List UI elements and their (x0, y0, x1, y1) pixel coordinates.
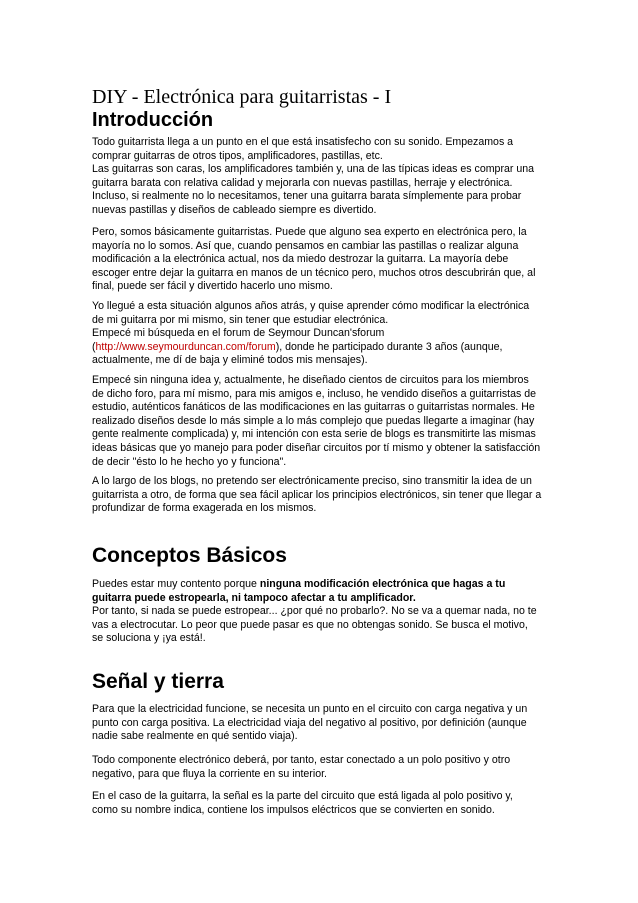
text-line: actualmente, me dí de baja y eliminé todos mis mensajes). (92, 354, 368, 367)
text-line: de mi guitarra por mi mismo, sin tener que estudiar electrónica. (92, 313, 389, 326)
text-line: Las guitarras son caras, los amplificadores también y, una de las típicas ideas es comprar una (92, 163, 535, 176)
paragraph (92, 475, 550, 516)
text-line: Pero, somos básicamente guitarristas. Puede que alguno sea experto en electrónica pero, la (92, 226, 527, 238)
text-line: Empecé mi búsqueda en el forum de Seymour Duncan'sforum (92, 327, 385, 340)
text-line: final, puede ser fácil y divertido hacerlo uno mismo. (92, 280, 333, 293)
paragraph (92, 374, 550, 469)
heading-conceptos-basicos: Conceptos Básicos (92, 544, 287, 567)
heading-senal-y-tierra: Señal y tierra (92, 670, 224, 693)
text-line: como su nombre indica, contiene los impulsos eléctricos que se convierten en sonido. (92, 803, 495, 816)
text-span: ( (92, 340, 96, 353)
text-span: ), donde he participado durante 3 años (aunque, (275, 340, 503, 353)
text-line: realizado diseños desde lo más simple a lo más complejo que puedas llegarte a imaginar (hay (92, 414, 535, 427)
text-line (92, 341, 550, 355)
paragraph (92, 300, 550, 368)
text-line: Empecé sin ninguna idea y, actualmente, he diseñado cientos de circuitos para los miembros (92, 374, 529, 386)
text-line: escoger entre dejar la guitarra en manos de un técnico pero, muchos otros descubrirán que, al (92, 266, 536, 279)
text-line: A lo largo de los blogs, no pretendo ser electrónicamente preciso, sino transmitir la idea de un (92, 475, 532, 487)
text-line: Incluso, si realmente no lo necesitamos, tener una guitarra barata símplemente para probar (92, 190, 522, 203)
text-line: guitarrista a otro, de forma que sea fácil aplicar los principios electrónicos, sin tener que llegar a (92, 488, 542, 501)
text-line: nuevas pastillas y diseños de cableado siempre es divertido. (92, 203, 377, 216)
text-line: Todo componente electrónico deberá, por tanto, estar conectado a un polo positivo y otro (92, 754, 511, 766)
text-line: ideas básicas que yo manejo para poder diseñar circuitos por tí mismo y obtener la satisfacción (92, 441, 541, 454)
text-line: Para que la electricidad funcione, se necesita un punto en el circuito con carga negativa y un (92, 703, 528, 715)
paragraph (92, 754, 550, 781)
text-line: de decir "ésto lo he hecho yo y funciona". (92, 455, 287, 468)
heading-introduccion: Introducción (92, 109, 214, 131)
text-line: estudio, auténticos fanáticos de las modificaciones en las guitarras o guitarristas normales. He (92, 401, 535, 414)
text-line (92, 578, 550, 592)
text-line: Yo llegué a esta situación algunos años atrás, y quise aprender cómo modificar la electrónica (92, 300, 530, 312)
text-line (92, 592, 550, 606)
document-title: DIY - Electrónica para guitarristas - I (92, 86, 392, 108)
text-line: negativo, para que fluya la corriente en su interior. (92, 767, 327, 780)
bold-text: ninguna modificación electrónica que hagas a tu (259, 578, 506, 590)
text-line: En el caso de la guitarra, la señal es la parte del circuito que está ligada al polo positivo y, (92, 790, 513, 802)
text-line: de dicho foro, para mí mismo, para mis amigos e, incluso, he vendido diseños a guitarristas de (92, 387, 536, 400)
paragraph (92, 226, 550, 294)
forum-link[interactable]: http://www.seymourduncan.com/forum (95, 340, 276, 353)
text-line: guitarra barata con relativa calidad y mejorarla con nuevas pastillas, herraje y electrónica. (92, 176, 513, 189)
text-line: nadie sabe realmente en qué sentido viaja). (92, 730, 298, 743)
paragraph (92, 136, 550, 218)
text-line: gente realmente complicada) y, mi intención con esta serie de blogs es transmitirte las mismas (92, 428, 536, 441)
text-line: modificación a la electrónica actual, nos da miedo destrozar la guitarra. La mayoría debe (92, 253, 509, 266)
paragraph (92, 578, 550, 646)
text-span: Puedes estar muy contento porque (92, 578, 260, 590)
paragraph (92, 790, 550, 817)
text-line: Por tanto, si nada se puede estropear... ¿por qué no probarlo?. No se va a quemar nada, no te (92, 605, 537, 618)
text-line: se soluciona y ¡ya está!. (92, 632, 206, 645)
paragraph (92, 703, 550, 744)
text-line: punto con carga positiva. La electricidad viaja del negativo al positivo, por definición (aunque (92, 716, 527, 729)
bold-text: guitarra puede estropearla, ni tampoco afectar a tu amplificador. (92, 591, 416, 604)
text-line: profundizar de forma exagerada en los mismos. (92, 502, 317, 515)
text-line: Todo guitarrista llega a un punto en el que está insatisfecho con su sonido. Empezamos a (92, 136, 514, 148)
text-line: comprar guitarras de otros tipos, amplificadores, pastillas, etc. (92, 149, 383, 162)
text-line: mayoría no lo somos. Así que, cuando pensamos en cambiar las pastillas o realizar alguna (92, 239, 519, 252)
text-line: vas a electrocutar. Lo peor que puede pasar es que no obtengas sonido. Se busca el motivo, (92, 618, 528, 631)
